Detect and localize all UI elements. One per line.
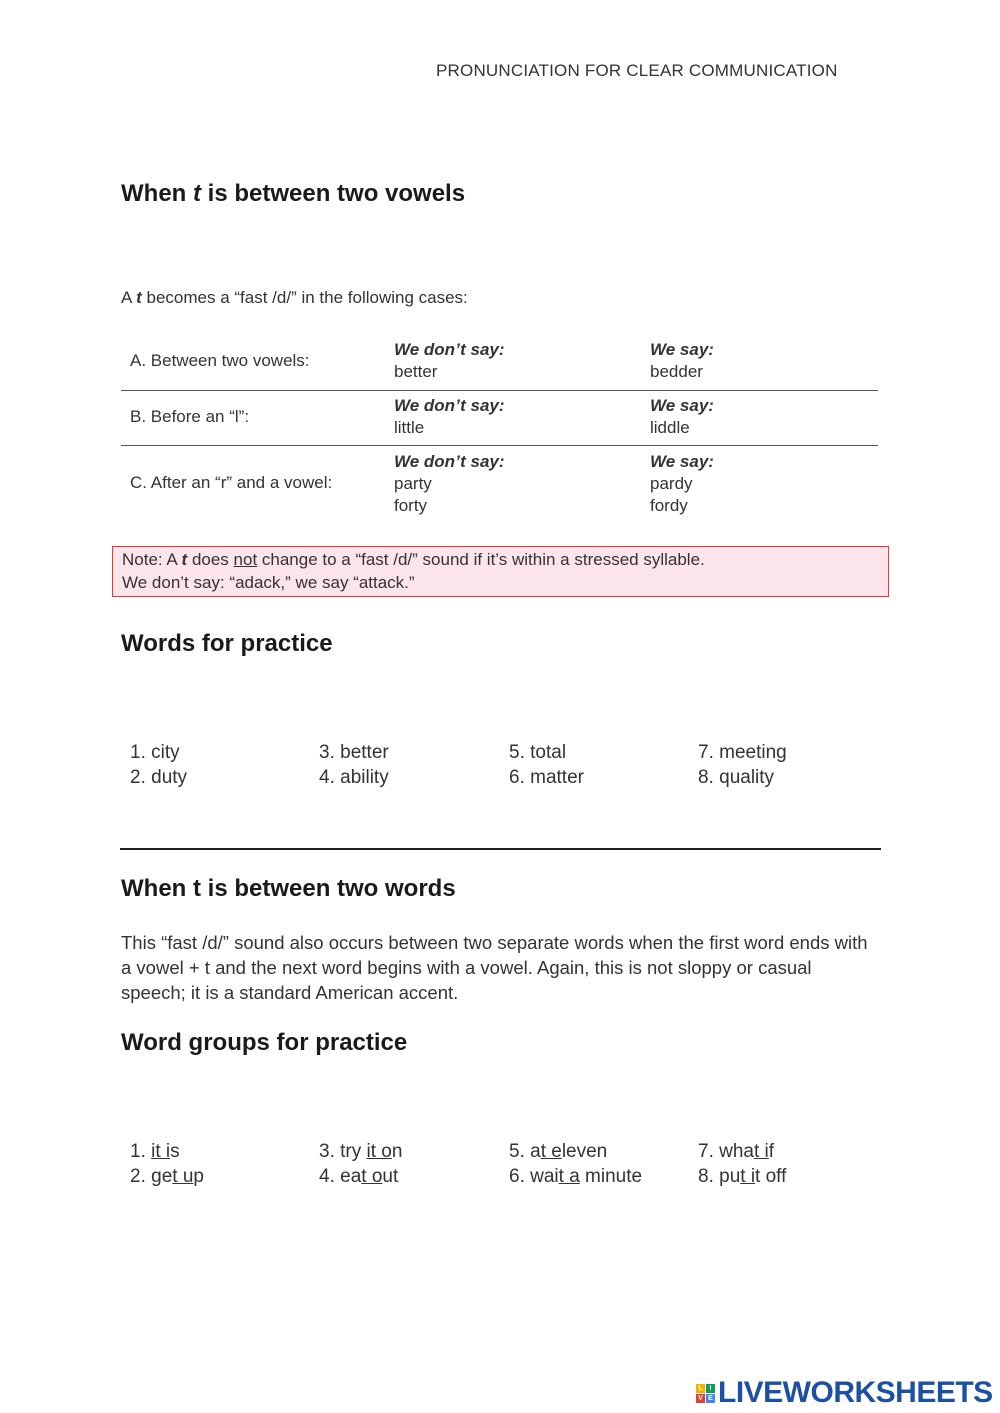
section-title-vowels: When t is between two vowels xyxy=(121,180,466,207)
practice-title-1: Words for practice xyxy=(121,630,333,657)
practice-title-2: Word groups for practice xyxy=(121,1029,408,1056)
case-label: A. Between two vowels: xyxy=(130,351,310,370)
list-item: 2. get up xyxy=(130,1166,204,1187)
list-item: 5. at eleven xyxy=(509,1141,608,1162)
list-item: 4. ability xyxy=(319,767,389,788)
dont-say-cell: We don’t say: better xyxy=(394,340,505,381)
list-item: 3. better xyxy=(319,742,389,763)
list-item: 7. meeting xyxy=(698,742,787,763)
explanation-paragraph: This “fast /d/” sound also occurs between two separate words when the first word ends with a vowel + t and the next word begins with a vowel. Again, this is not sloppy or casual speech; it is a standard American accent. xyxy=(121,932,868,1003)
say-cell: We say: bedder xyxy=(650,340,714,381)
list-item: 7. what if xyxy=(698,1141,775,1162)
table-row xyxy=(121,391,878,446)
note-line-2: We don’t say: “adack,” we say “attack.” xyxy=(122,573,415,592)
list-item: 5. total xyxy=(509,742,567,763)
logo-icon: L I V E xyxy=(696,1384,715,1403)
list-item: 8. quality xyxy=(698,767,775,788)
list-item: 2. duty xyxy=(130,767,188,788)
say-cell: We say: pardy fordy xyxy=(650,452,714,515)
dont-say-cell: We don’t say: party forty xyxy=(394,452,505,515)
dont-say-cell: We don’t say: little xyxy=(394,396,505,437)
list-item: 3. try it on xyxy=(319,1141,403,1162)
list-item: 6. wait a minute xyxy=(509,1166,643,1187)
note-box xyxy=(112,546,889,597)
case-label: B. Before an “l”: xyxy=(130,407,250,426)
logo-text: LIVEWORKSHEETS xyxy=(718,1376,993,1409)
table-row xyxy=(121,338,878,391)
table-row xyxy=(121,446,878,522)
intro-text: A t becomes a “fast /d/” in the following cases: xyxy=(121,288,468,307)
say-cell: We say: liddle xyxy=(650,396,714,437)
list-item: 4. eat out xyxy=(319,1166,399,1187)
list-item: 1. it is xyxy=(130,1141,180,1162)
section-title-words: When t is between two words xyxy=(121,875,456,902)
case-label: C. After an “r” and a vowel: xyxy=(130,473,333,492)
list-item: 8. put it off xyxy=(698,1166,787,1187)
note-line-1: Note: A t does not change to a “fast /d/” sound if it’s within a stressed syllable. xyxy=(122,550,705,569)
page-header: PRONUNCIATION FOR CLEAR COMMUNICATION xyxy=(436,61,838,80)
section-divider xyxy=(120,848,881,850)
list-item: 6. matter xyxy=(509,767,584,788)
list-item: 1. city xyxy=(130,742,180,763)
liveworksheets-logo[interactable] xyxy=(696,1376,993,1410)
cases-table xyxy=(121,338,878,522)
